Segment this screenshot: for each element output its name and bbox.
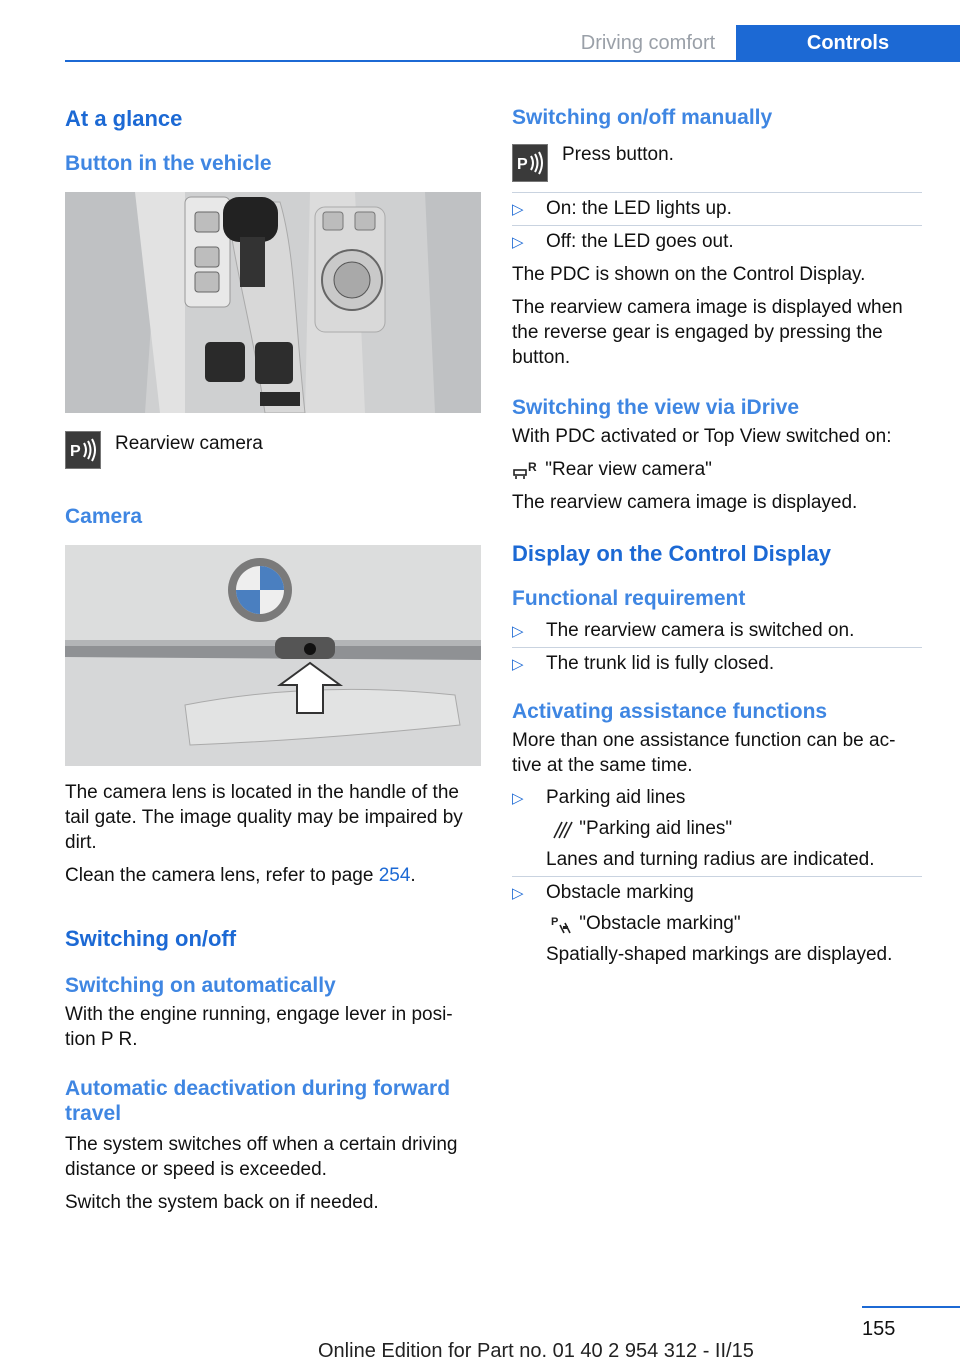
assist-item-label: Obstacle marking	[546, 882, 694, 903]
heading-switching-manually: Switching on/off manually	[512, 106, 773, 129]
right-column	[512, 100, 922, 971]
bullet-triangle-icon: ▷	[512, 234, 524, 251]
heading-functional-requirement: Functional requirement	[512, 587, 746, 610]
header-tab-controls: Controls	[736, 25, 960, 61]
switch-back-on-text: Switch the system back on if needed.	[65, 1192, 379, 1213]
auto-on-text: With the engine running, engage lever in posi‐tion P R.	[65, 1004, 453, 1050]
assist-menu-row	[546, 911, 922, 936]
obstacle-marking-icon	[546, 913, 574, 935]
press-button-text: Press button.	[562, 144, 674, 165]
list-item-text: The trunk lid is fully closed.	[546, 653, 775, 674]
assist-menu-item: "Obstacle marking"	[579, 913, 741, 934]
heading-at-a-glance: At a glance	[65, 106, 183, 131]
list-item	[512, 648, 922, 680]
rearview-camera-button-caption	[65, 431, 481, 469]
assist-item-label: Parking aid lines	[546, 787, 686, 808]
heading-camera: Camera	[65, 505, 143, 528]
manual-list	[512, 192, 922, 258]
svg-text:R: R	[528, 459, 537, 474]
heading-display-control-display: Display on the Control Display	[512, 541, 832, 566]
bullet-triangle-icon: ▷	[512, 656, 524, 673]
pdc-button-icon	[65, 431, 101, 469]
list-item	[512, 193, 922, 226]
list-item	[512, 615, 922, 648]
tailgate-photo	[65, 545, 481, 766]
clean-lens-text	[65, 863, 481, 888]
assist-text: More than one assistance function can be ac‐tive at the same time.	[512, 730, 896, 776]
page-header	[0, 0, 960, 62]
idrive-menu-item: "Rear view camera"	[545, 459, 712, 480]
clean-lens-prefix: Clean the camera lens, refer to page	[65, 865, 379, 886]
pdc-shown-text: The PDC is shown on the Control Display.	[512, 264, 866, 285]
pdc-button-icon	[512, 144, 548, 182]
svg-text:P: P	[517, 156, 528, 173]
edition-text: Online Edition for Part no. 01 40 2 954 312 - II/15	[318, 1340, 754, 1362]
list-item-text: On: the LED lights up.	[546, 198, 732, 219]
page-ref-link[interactable]: 254	[378, 865, 411, 886]
heading-switching-view-idrive: Switching the view via iDrive	[512, 396, 800, 419]
assist-item-desc: Spatially-shaped markings are displayed.	[546, 944, 893, 965]
heading-button-in-vehicle: Button in the vehicle	[65, 152, 272, 175]
camera-lens-text: The camera lens is located in the handle of the tail gate. The image quality may be impaired by dirt.	[65, 782, 463, 853]
heading-activating-assistance: Activating assistance functions	[512, 700, 828, 723]
left-column	[65, 100, 481, 1215]
bullet-triangle-icon: ▷	[512, 623, 524, 640]
bullet-triangle-icon: ▷	[512, 885, 524, 902]
rear-view-camera-icon	[512, 459, 540, 481]
list-item	[512, 877, 922, 971]
assist-menu-row	[546, 816, 922, 841]
parking-aid-lines-icon	[546, 818, 574, 840]
bullet-triangle-icon: ▷	[512, 201, 524, 218]
clean-lens-suffix: .	[410, 865, 416, 886]
header-section: Driving comfort	[580, 32, 716, 54]
bullet-triangle-icon: ▷	[512, 790, 524, 807]
assist-list	[512, 782, 922, 971]
func-req-list	[512, 615, 922, 680]
heading-switching-on-automatically: Switching on automatically	[65, 974, 336, 997]
rear-image-text: The rearview camera image is displayed when the reverse gear is engaged by pressing the button.	[512, 297, 903, 368]
list-item-text: The rearview camera is switched on.	[546, 620, 855, 641]
list-item-text: Off: the LED goes out.	[546, 231, 734, 252]
list-item	[512, 782, 922, 877]
list-item	[512, 226, 922, 258]
heading-automatic-deactivation: Automatic deactivation during forward travel	[65, 1077, 451, 1125]
idrive-result-text: The rearview camera image is displayed.	[512, 492, 858, 513]
console-photo	[65, 192, 481, 413]
auto-deact-text: The system switches off when a certain driving distance or speed is exceeded.	[65, 1134, 458, 1180]
page-number: 155	[862, 1318, 896, 1340]
svg-text:P: P	[70, 443, 81, 460]
assist-item-desc: Lanes and turning radius are indicated.	[546, 849, 875, 870]
idrive-menu-row	[512, 457, 922, 482]
caption-rearview-camera: Rearview camera	[115, 433, 263, 454]
heading-switching-on-off: Switching on/off	[65, 926, 237, 951]
footer-rule	[862, 1306, 960, 1308]
idrive-text: With PDC activated or Top View switched on:	[512, 426, 892, 447]
header-rule	[65, 60, 960, 62]
press-button-row	[512, 144, 922, 182]
assist-menu-item: "Parking aid lines"	[579, 818, 733, 839]
svg-text:P: P	[551, 915, 559, 928]
